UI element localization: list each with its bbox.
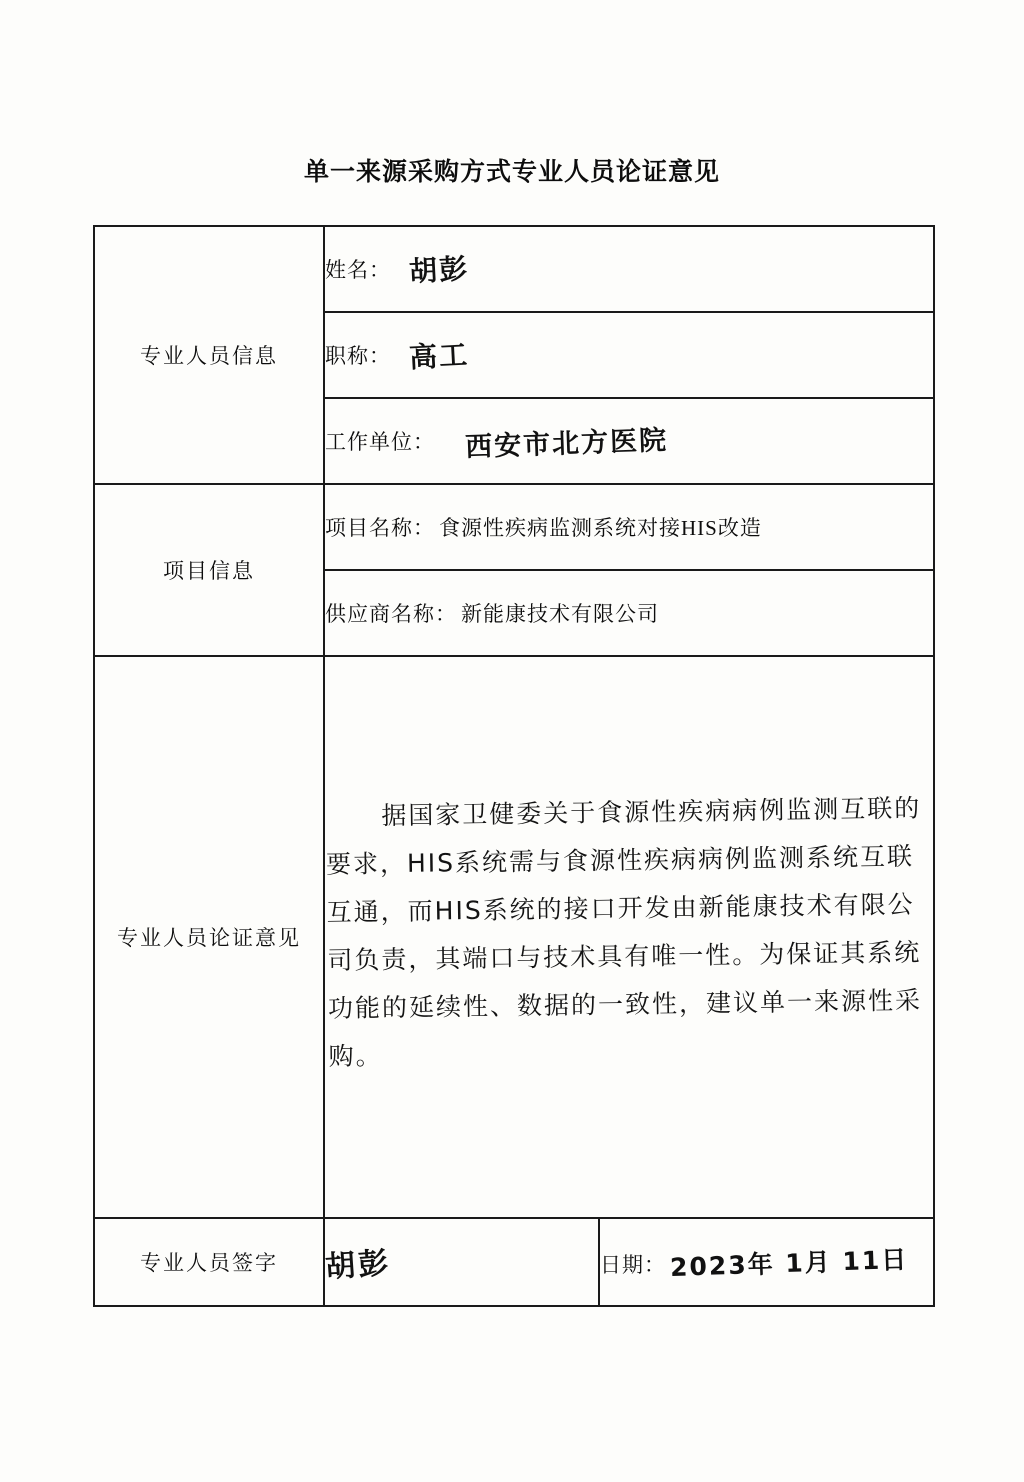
field-value-project-name: 项目名称： <box>325 516 435 540</box>
field-value-work-unit: 西安市北方医院 <box>464 424 669 463</box>
field-supplier-name <box>324 570 934 656</box>
row-label-signature: 专业人员签字 <box>94 1218 324 1306</box>
signature-cell <box>324 1218 599 1306</box>
field-value-name: 胡彭 <box>408 252 470 289</box>
opinion-content-cell <box>324 656 934 1218</box>
date-cell <box>599 1218 934 1306</box>
table-row-personnel-name <box>94 226 934 312</box>
field-label-work-unit: 工作单位： <box>325 430 435 454</box>
row-label-project-info: 项目信息 <box>94 484 324 656</box>
field-value-supplier-name: 新能康技术有限公司 <box>461 602 659 626</box>
field-value-project-name-value: 食源性疾病监测系统对接HIS改造 <box>439 516 762 540</box>
table-row-project-name <box>94 484 934 570</box>
field-label-supplier-name: 供应商名称： <box>325 602 457 626</box>
table-row-opinion <box>94 656 934 1218</box>
field-title <box>324 312 934 398</box>
signature-value: 胡彭 <box>324 1245 393 1286</box>
row-label-opinion: 专业人员论证意见 <box>94 656 324 1218</box>
field-label-title: 职称： <box>325 344 391 368</box>
field-value-title: 高工 <box>408 338 470 375</box>
field-label-name: 姓名： <box>325 258 391 282</box>
row-label-personnel-info: 专业人员信息 <box>94 226 324 484</box>
field-project-name <box>324 484 934 570</box>
opinion-handwritten-text: 据国家卫健委关于食源性疾病病例监测互联的要求，HIS系统需与食源性疾病病例监测系统互联互通，而HIS系统的接口开发由新能康技术有限公司负责，其端口与技术具有唯一性。为保证其系统功能的延续性、数据的一致性，建议单一来源性采购。 <box>325 793 923 1071</box>
date-label: 日期： <box>600 1253 666 1277</box>
date-value: 2023年 1月 11日 <box>669 1244 909 1283</box>
field-work-unit <box>324 398 934 484</box>
page-title: 单一来源采购方式专业人员论证意见 <box>303 159 720 186</box>
field-name <box>324 226 934 312</box>
table-row-signature <box>94 1218 934 1306</box>
opinion-form-table <box>93 225 935 1307</box>
